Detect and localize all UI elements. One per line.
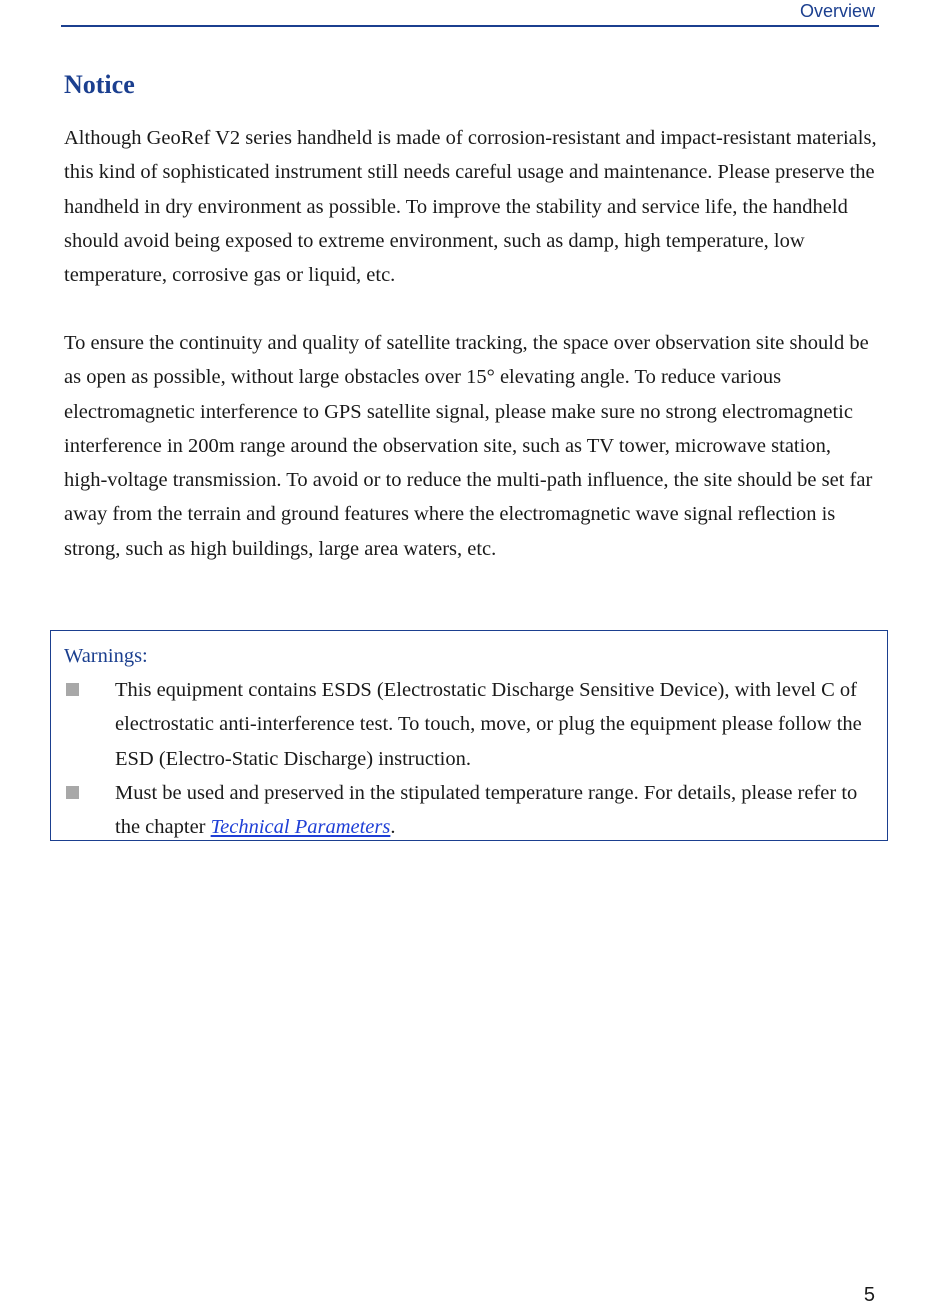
notice-paragraph-1: Although GeoRef V2 series handheld is made of corrosion-resistant and impact-resistant materials, this kind of sophisticated instrument still needs careful usage and maintenance. Please preserve the handheld in dry environment as possible. To improve the stability and service life, the handheld should avoid being exposed to extreme environment, such as damp, high temperature, low temperature, corrosive gas or liquid, etc. xyxy=(64,127,877,287)
warning-text: Must be used and preserved in the stipulated temperature range. For details, please refer to the chapter xyxy=(115,781,858,839)
square-bullet-icon xyxy=(66,683,79,696)
technical-parameters-link[interactable]: Technical Parameters xyxy=(210,816,391,839)
page-number: 5 xyxy=(863,1284,875,1306)
warning-item xyxy=(51,776,887,845)
warnings-title: Warnings: xyxy=(64,645,148,667)
warning-item xyxy=(51,673,887,776)
notice-paragraph-2: To ensure the continuity and quality of satellite tracking, the space over observation site should be as open as possible, without large obstacles over 15° elevating angle. To reduce various electromagnetic interference to GPS satellite signal, please make sure no strong electromagnetic interference in 200m range around the observation site, such as TV tower, microwave station, high-voltage transmission. To avoid or to reduce the multi-path influence, the site should be set far away from the terrain and ground features where the electromagnetic wave signal reflection is strong, such as high buildings, large area waters, etc. xyxy=(64,332,873,560)
header-section-label: Overview xyxy=(799,1,875,21)
warning-text: This equipment contains ESDS (Electrostatic Discharge Sensitive Device), with level C of electrostatic anti-interference test. To touch, move, or plug the equipment please follow the ESD (Electro-Static Discharge) instruction. xyxy=(115,679,862,770)
page-title: Notice xyxy=(64,70,135,99)
warnings-list xyxy=(51,673,887,844)
warnings-box xyxy=(50,630,888,841)
square-bullet-icon xyxy=(66,786,79,799)
warning-text-end: . xyxy=(390,816,396,839)
header-divider xyxy=(61,25,879,27)
